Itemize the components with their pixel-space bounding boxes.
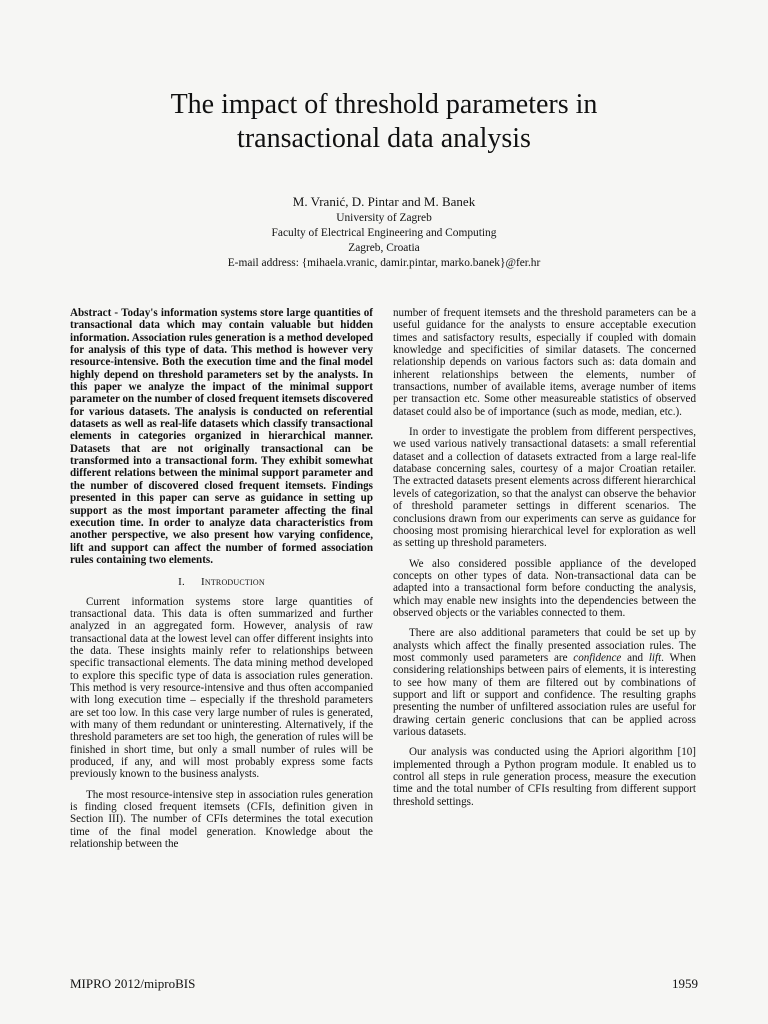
section-name: Introduction — [200, 576, 265, 589]
abstract-body: store large quantities of transactional data which may contain valuable but hidden information. Association rules generation is a method developed for analysis of this type of data. This method is however very resource-intensive. Both the execution time and the final model highly depend on threshold parameters set by the analysts. In this paper we analyze the impact of the minimal support parameter on the number of closed frequent itemsets discovered for various datasets. The analysis is conducted on referential datasets as well as real-life datasets which classify transactional elements in categories organized in hierarchical manner. Datasets that are not originally transactional can be transformed into a transactional form. They exhibit somewhat different relations between the minimal support parameter and the number of discovered closed frequent itemsets. Findings presented in this paper can serve as guidance in setting up support as the most important parameter affecting the final execution time. In order to analyze data characteristics from another perspective, we also present how varying confidence, lift and support can affect the number of formed association rules containing two elements. — [70, 307, 373, 566]
parameters-text-a: There are also additional parameters that could be set up by analysts which affect the finally presented association rules. The most commonly used parameters are — [393, 627, 696, 664]
paper-title — [0, 88, 768, 156]
paragraph-datasets: In order to investigate the problem from different perspectives, we used various natively transactional datasets: a small referential dataset and a collection of datasets extracted from a large real-life database concerning sales, courtesy of a major Croatian retailer. The extracted datasets present elements across different hierarchical levels of categorization, so that the analyst can observe the behavior of threshold parameter settings in different scenarios. The conclusions drawn from our experiments can serve as guidance for choosing most promising hierarchical level for exploration as well as setting up threshold parameters. — [393, 426, 696, 550]
title-line-1: The impact of threshold parameters in — [170, 89, 598, 120]
university: University of Zagreb — [336, 212, 432, 224]
paragraph-analysis: Our analysis was conducted using the Apriori algorithm [10] implemented through a Python program module. It enabled us to control all steps in rule generation process, measure the execution time and the total number of CFIs resulting from different support threshold settings. — [393, 746, 696, 808]
paragraph-continued: number of frequent itemsets and the threshold parameters can be a useful guidance for the analysts to ensure acceptable execution times and satisfactory results, especially if coupled with domain knowledge and specificities of similar datasets. The concerned relationship depends on various factors such as: data domain and inherent relationships between the elements, number of transactions, number of available items, average number of items per transaction etc. Some other measureable statistics of observed dataset could also be of importance (such as mode, median, etc.). — [393, 307, 696, 418]
intro-paragraph-1: Current information systems store large quantities of transactional data. This data is often summarized and further analyzed in an aggregated form. However, analysis of raw transactional data at the lowest level can offer different insights into the data. These insights mainly refer to relationships between specific transactional elements. The data mining method developed to explore this specific type of data is association rules generation. This method is very resource-intensive and thus often accompanied with long execution time – especially if the threshold parameters are set too low. In this case very large number of rules is generated, with many of them redundant or uninteresting. Alternatively, if the threshold parameters are set too high, the generation of rules will be finished in short time, but only a small number of rules will be produced, if any, and will most probably express some facts previously known to the business analysts. — [70, 595, 373, 781]
intro-paragraph-2: The most resource-intensive step in association rules generation is finding closed frequent itemsets (CFIs, definition given in Section III). The number of CFIs determines the total execution time of the final model generation. Knowledge about the relationship between the — [70, 788, 373, 851]
parameters-text-b: . When considering relationships between pairs of elements, it is interesting to see how many of them are filtered out by combinations of support and lift or support and confidence. The resulting graphs presenting the number of unfiltered association rules are useful for drawing certain generic conclusions that can be applied across various datasets. — [393, 651, 696, 738]
email-address: E-mail address: {mihaela.vranic, damir.pintar, marko.banek}@fer.hr — [227, 257, 541, 269]
paragraph-parameters — [393, 627, 696, 738]
left-column — [70, 307, 373, 858]
parameters-and: and — [621, 651, 649, 664]
right-column — [393, 307, 696, 816]
paragraph-appliance: We also considered possible appliance of the developed concepts on other types of data. Non-transactional data can be adapted into a transactional form before conducting the analysis, which may enable new insights into the dependencies between the observed objects or the variables connected to them. — [393, 557, 696, 619]
term-lift: lift — [648, 651, 662, 664]
abstract — [70, 307, 373, 566]
city: Zagreb, Croatia — [348, 242, 420, 254]
section-number: I. — [178, 576, 185, 589]
section-heading-introduction — [70, 576, 373, 588]
abstract-lead: Abstract - Today's information systems — [70, 307, 258, 319]
footer-venue: MIPRO 2012/miproBIS — [70, 976, 196, 991]
authors: M. Vranić, D. Pintar and M. Banek — [292, 194, 476, 209]
faculty: Faculty of Electrical Engineering and Computing — [271, 227, 497, 239]
term-confidence: confidence — [573, 651, 622, 664]
affiliation — [0, 211, 768, 271]
page-number: 1959 — [672, 976, 698, 991]
title-line-2: transactional data analysis — [237, 123, 531, 154]
